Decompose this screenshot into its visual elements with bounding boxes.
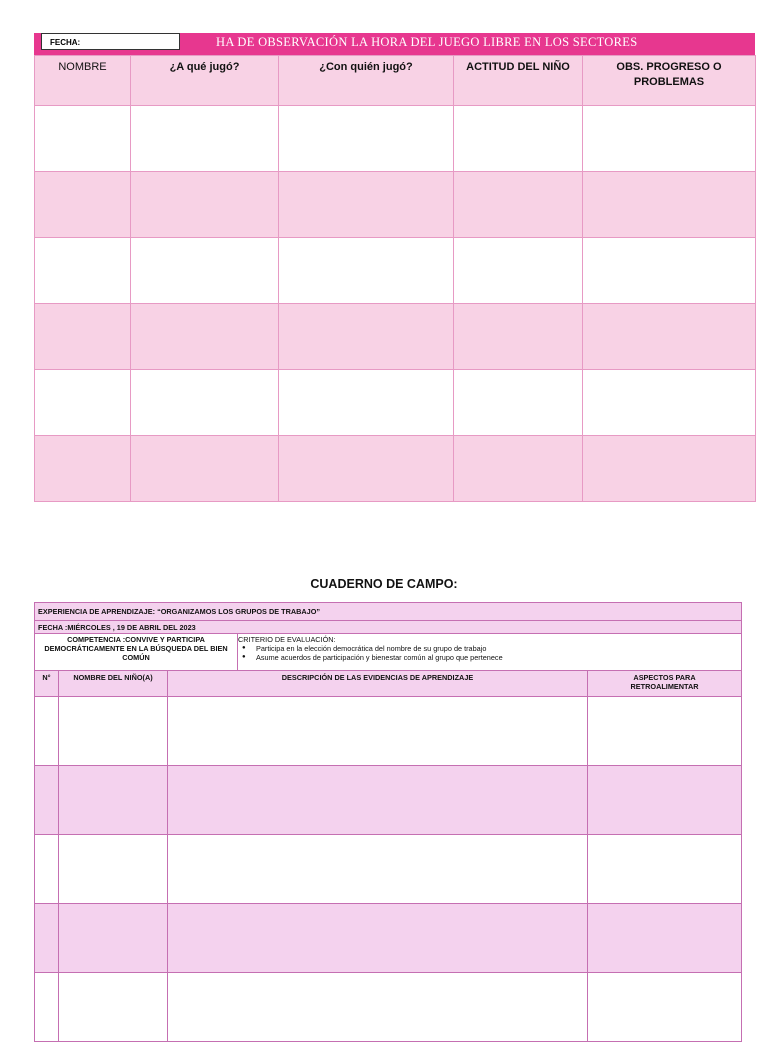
cell-a-que-jugo[interactable] (131, 304, 279, 370)
experiencia-label: EXPERIENCIA DE APRENDIZAJE: “ORGANIZAMOS LOS GRUPOS DE TRABAJO” (35, 603, 742, 621)
cell-descripcion[interactable] (168, 904, 588, 973)
cell-obs-progreso[interactable] (583, 436, 756, 502)
experiencia-row (35, 603, 742, 621)
cell-con-quien-jugo[interactable] (279, 436, 454, 502)
table-row (35, 106, 756, 172)
cell-nombre[interactable] (35, 238, 131, 304)
cell-nombre-nino[interactable] (59, 697, 168, 766)
header-aspectos: ASPECTOS PARA RETROALIMENTAR (588, 671, 742, 697)
header-actitud: ACTITUD DEL NIÑO (454, 56, 583, 106)
competencia-row (35, 634, 742, 671)
cuaderno-title: CUADERNO DE CAMPO: (310, 577, 458, 591)
cell-descripcion[interactable] (168, 835, 588, 904)
fecha-value: FECHA :MIÉRCOLES , 19 DE ABRIL DEL 2023 (35, 621, 742, 634)
table-row (35, 697, 742, 766)
cell-obs-progreso[interactable] (583, 106, 756, 172)
observation-table (34, 55, 756, 502)
cell-actitud[interactable] (454, 436, 583, 502)
cell-nombre[interactable] (35, 436, 131, 502)
cell-nombre-nino[interactable] (59, 904, 168, 973)
cell-con-quien-jugo[interactable] (279, 172, 454, 238)
observation-header-row (35, 56, 756, 106)
cuaderno-table (34, 602, 742, 1042)
header-obs-progreso: OBS. PROGRESO O PROBLEMAS (583, 56, 756, 106)
cell-numero[interactable] (35, 697, 59, 766)
cell-numero[interactable] (35, 835, 59, 904)
table-row (35, 370, 756, 436)
observation-title: HA DE OBSERVACIÓN LA HORA DEL JUEGO LIBRE EN LOS SECTORES (216, 35, 638, 49)
cell-a-que-jugo[interactable] (131, 370, 279, 436)
cell-a-que-jugo[interactable] (131, 238, 279, 304)
cell-obs-progreso[interactable] (583, 370, 756, 436)
cell-obs-progreso[interactable] (583, 304, 756, 370)
cell-nombre[interactable] (35, 172, 131, 238)
header-nombre: NOMBRE (35, 56, 131, 106)
cell-numero[interactable] (35, 973, 59, 1042)
table-row (35, 436, 756, 502)
cell-obs-progreso[interactable] (583, 172, 756, 238)
criterio-title: CRITERIO DE EVALUACIÓN: (238, 635, 336, 644)
cell-nombre-nino[interactable] (59, 766, 168, 835)
cell-actitud[interactable] (454, 370, 583, 436)
cell-a-que-jugo[interactable] (131, 106, 279, 172)
cell-actitud[interactable] (454, 238, 583, 304)
header-numero: N° (35, 671, 59, 697)
cell-actitud[interactable] (454, 172, 583, 238)
table-row (35, 973, 742, 1042)
cell-nombre[interactable] (35, 304, 131, 370)
cell-descripcion[interactable] (168, 766, 588, 835)
cell-con-quien-jugo[interactable] (279, 370, 454, 436)
cell-numero[interactable] (35, 766, 59, 835)
table-row (35, 766, 742, 835)
cell-aspectos[interactable] (588, 973, 742, 1042)
table-row (35, 304, 756, 370)
cell-aspectos[interactable] (588, 766, 742, 835)
criterio-list (238, 644, 741, 662)
table-row (35, 835, 742, 904)
cell-a-que-jugo[interactable] (131, 172, 279, 238)
competencia-text: COMPETENCIA :CONVIVE Y PARTICIPA DEMOCRÁTICAMENTE EN LA BÚSQUEDA DEL BIEN COMÚN (35, 634, 238, 671)
cell-nombre[interactable] (35, 370, 131, 436)
header-a-que-jugo: ¿A qué jugó? (131, 56, 279, 106)
fecha-row (35, 621, 742, 634)
criterio-item: ● Participa en la elección democrática del nombre de su grupo de trabajo (256, 644, 741, 653)
cell-descripcion[interactable] (168, 697, 588, 766)
criterio-item: ● Asume acuerdos de participación y bienestar común al grupo que pertenece (256, 653, 741, 662)
criterio-cell (238, 634, 742, 671)
cuaderno-header-row (35, 671, 742, 697)
cell-aspectos[interactable] (588, 904, 742, 973)
cell-aspectos[interactable] (588, 835, 742, 904)
header-descripcion: DESCRIPCIÓN DE LAS EVIDENCIAS DE APRENDIZAJE (168, 671, 588, 697)
table-row (35, 904, 742, 973)
cell-numero[interactable] (35, 904, 59, 973)
cell-nombre-nino[interactable] (59, 973, 168, 1042)
cell-obs-progreso[interactable] (583, 238, 756, 304)
table-row (35, 238, 756, 304)
cell-nombre-nino[interactable] (59, 835, 168, 904)
cell-a-que-jugo[interactable] (131, 436, 279, 502)
cell-descripcion[interactable] (168, 973, 588, 1042)
header-nombre-nino: NOMBRE DEL NIÑO(A) (59, 671, 168, 697)
cell-con-quien-jugo[interactable] (279, 106, 454, 172)
cell-actitud[interactable] (454, 304, 583, 370)
cell-aspectos[interactable] (588, 697, 742, 766)
header-con-quien-jugo: ¿Con quién jugó? (279, 56, 454, 106)
cell-con-quien-jugo[interactable] (279, 304, 454, 370)
table-row (35, 172, 756, 238)
cell-actitud[interactable] (454, 106, 583, 172)
cell-nombre[interactable] (35, 106, 131, 172)
fecha-field[interactable]: FECHA: (41, 33, 180, 50)
cell-con-quien-jugo[interactable] (279, 238, 454, 304)
